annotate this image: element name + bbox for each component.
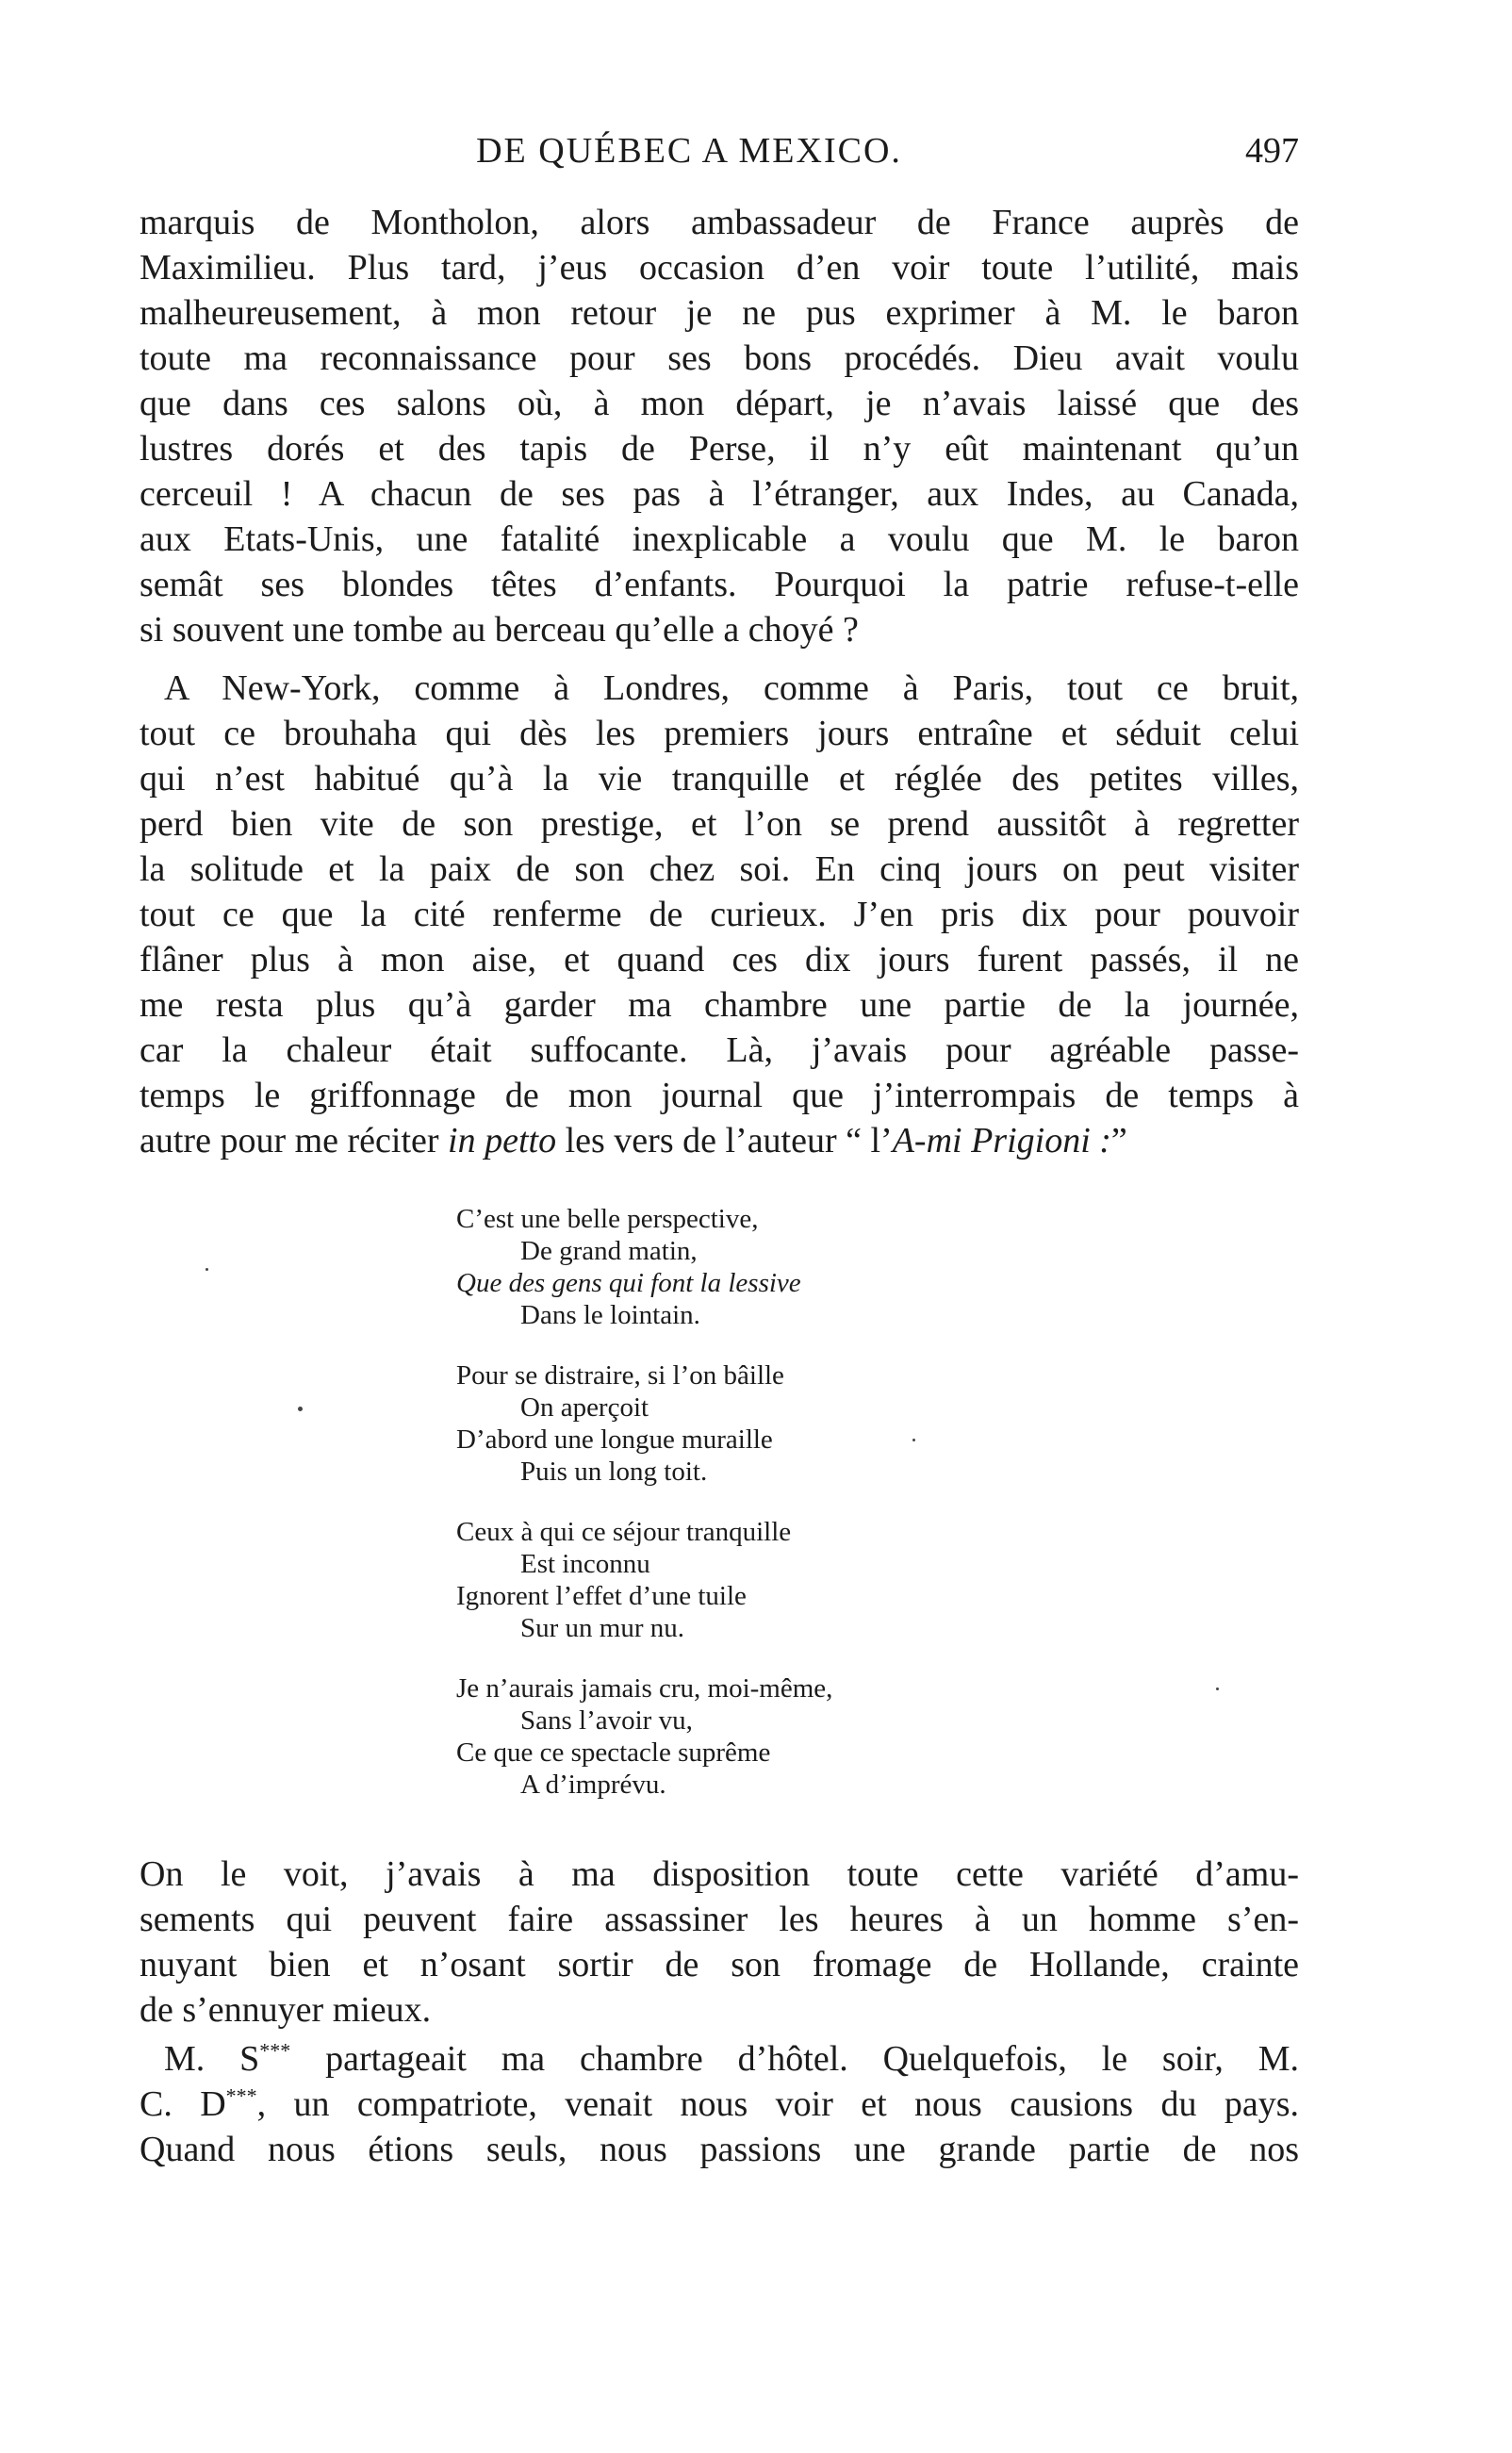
text-line: malheureusement, à mon retour je ne pus exprimer à M. le baron <box>140 293 1299 333</box>
italic-phrase: in petto <box>448 1121 557 1161</box>
page-number: 497 <box>1245 131 1299 171</box>
text-segment: M. S <box>164 2039 260 2079</box>
poem-verse: Sans l’avoir vu, <box>520 1705 693 1736</box>
poem-verse: Ignorent l’effet d’une tuile <box>456 1581 747 1611</box>
text-line: semât ses blondes têtes d’enfants. Pourquoi la patrie refuse-t-elle <box>140 565 1299 604</box>
scan-speck <box>912 1439 915 1441</box>
poem-verse: Dans le lointain. <box>520 1300 700 1330</box>
poem-verse: Ceux à qui ce séjour tranquille <box>456 1517 792 1547</box>
text-segment: autre pour me réciter <box>140 1121 449 1161</box>
text-line <box>140 1118 1299 1163</box>
text-line: toute ma reconnaissance pour ses bons procédés. Dieu avait voulu <box>140 338 1299 378</box>
paragraph-4 <box>140 2036 1299 2172</box>
text-line: qui n’est habitué qu’à la vie tranquille et réglée des petites villes, <box>140 759 1299 798</box>
poem-stanza <box>456 1359 1022 1488</box>
poem-verse: C’est une belle perspective, <box>456 1204 759 1234</box>
text-line: flâner plus à mon aise, et quand ces dix jours furent passés, il ne <box>140 940 1299 980</box>
text-line: tout ce que la cité renferme de curieux. J’en pris dix pour pouvoir <box>140 895 1299 934</box>
text-line <box>140 2082 1299 2127</box>
text-line: sements qui peuvent faire assassiner les heures à un homme s’en- <box>140 1900 1299 1939</box>
paragraph-2 <box>140 666 1299 1163</box>
text-line: Quand nous étions seuls, nous passions une grande partie de nos <box>140 2130 1299 2169</box>
text-line: On le voit, j’avais à ma disposition toute cette variété d’amu- <box>140 1854 1299 1894</box>
text-line: perd bien vite de son prestige, et l’on se prend aussitôt à regretter <box>140 804 1299 844</box>
poem-verse: Puis un long toit. <box>520 1457 708 1487</box>
poem-verse: On aperçoit <box>520 1392 649 1423</box>
poem-stanza <box>456 1516 1022 1644</box>
text-line: si souvent une tombe au berceau qu’elle a choyé ? <box>140 610 859 650</box>
running-title: DE QUÉBEC A MEXICO. <box>476 131 902 171</box>
paragraph-3 <box>140 1852 1299 2033</box>
poem-stanza <box>456 1672 1022 1801</box>
text-line: car la chaleur était suffocante. Là, j’avais pour agréable passe- <box>140 1030 1299 1070</box>
paragraph-1 <box>140 200 1299 652</box>
text-line: que dans ces salons où, à mon départ, je n’avais laissé que des <box>140 384 1299 423</box>
scan-speck <box>298 1407 303 1411</box>
poem-verse: Je n’aurais jamais cru, moi-même, <box>456 1673 833 1704</box>
scan-speck <box>205 1268 208 1271</box>
poem-verse: A d’imprévu. <box>520 1770 666 1800</box>
poem-verse: Pour se distraire, si l’on bâille <box>456 1360 784 1391</box>
poem-verse: Ce que ce spectacle suprême <box>456 1737 771 1768</box>
text-line: me resta plus qu’à garder ma chambre une partie de la journée, <box>140 985 1299 1025</box>
text-segment: partageait ma chambre d’hôtel. Quelquefois, le soir, M. <box>290 2039 1300 2079</box>
text-segment: C. D <box>140 2084 226 2124</box>
scan-speck <box>1216 1687 1219 1690</box>
text-line: cerceuil ! A chacun de ses pas à l’étranger, aux Indes, au Canada, <box>140 474 1299 514</box>
text-line: nuyant bien et n’osant sortir de son fromage de Hollande, crainte <box>140 1945 1299 1984</box>
poem-verse: Sur un mur nu. <box>520 1613 684 1643</box>
poem-verse: Est inconnu <box>520 1549 650 1579</box>
italic-title: A-mi Prigioni : <box>892 1121 1111 1161</box>
text-line <box>140 2036 1299 2082</box>
text-segment: les vers de l’auteur “ l’ <box>556 1121 893 1161</box>
asterisks: *** <box>225 2083 257 2108</box>
text-line: lustres dorés et des tapis de Perse, il n’y eût maintenant qu’un <box>140 429 1299 469</box>
poem-stanza <box>456 1203 1022 1331</box>
text-line: la solitude et la paix de son chez soi. En cinq jours on peut visiter <box>140 849 1299 889</box>
running-head <box>140 123 1299 175</box>
poem-verse: D’abord une longue muraille <box>456 1424 773 1455</box>
asterisks: *** <box>259 2038 291 2063</box>
text-line: de s’ennuyer mieux. <box>140 1990 432 2030</box>
text-line: temps le griffonnage de mon journal que j’interrompais de temps à <box>140 1076 1299 1115</box>
poem <box>456 1203 1022 1829</box>
text-segment: , un compatriote, venait nous voir et nous causions du pays. <box>256 2084 1299 2124</box>
poem-verse: De grand matin, <box>520 1236 698 1266</box>
text-line: A New-York, comme à Londres, comme à Paris, tout ce bruit, <box>164 668 1299 708</box>
text-line: Maximilieu. Plus tard, j’eus occasion d’en voir toute l’utilité, mais <box>140 248 1299 288</box>
text-line: aux Etats-Unis, une fatalité inexplicable a voulu que M. le baron <box>140 519 1299 559</box>
text-line: marquis de Montholon, alors ambassadeur de France auprès de <box>140 203 1299 242</box>
text-line: tout ce brouhaha qui dès les premiers jours entraîne et séduit celui <box>140 714 1299 753</box>
text-segment: ” <box>1110 1121 1127 1161</box>
poem-verse: Que des gens qui font la lessive <box>456 1268 801 1298</box>
